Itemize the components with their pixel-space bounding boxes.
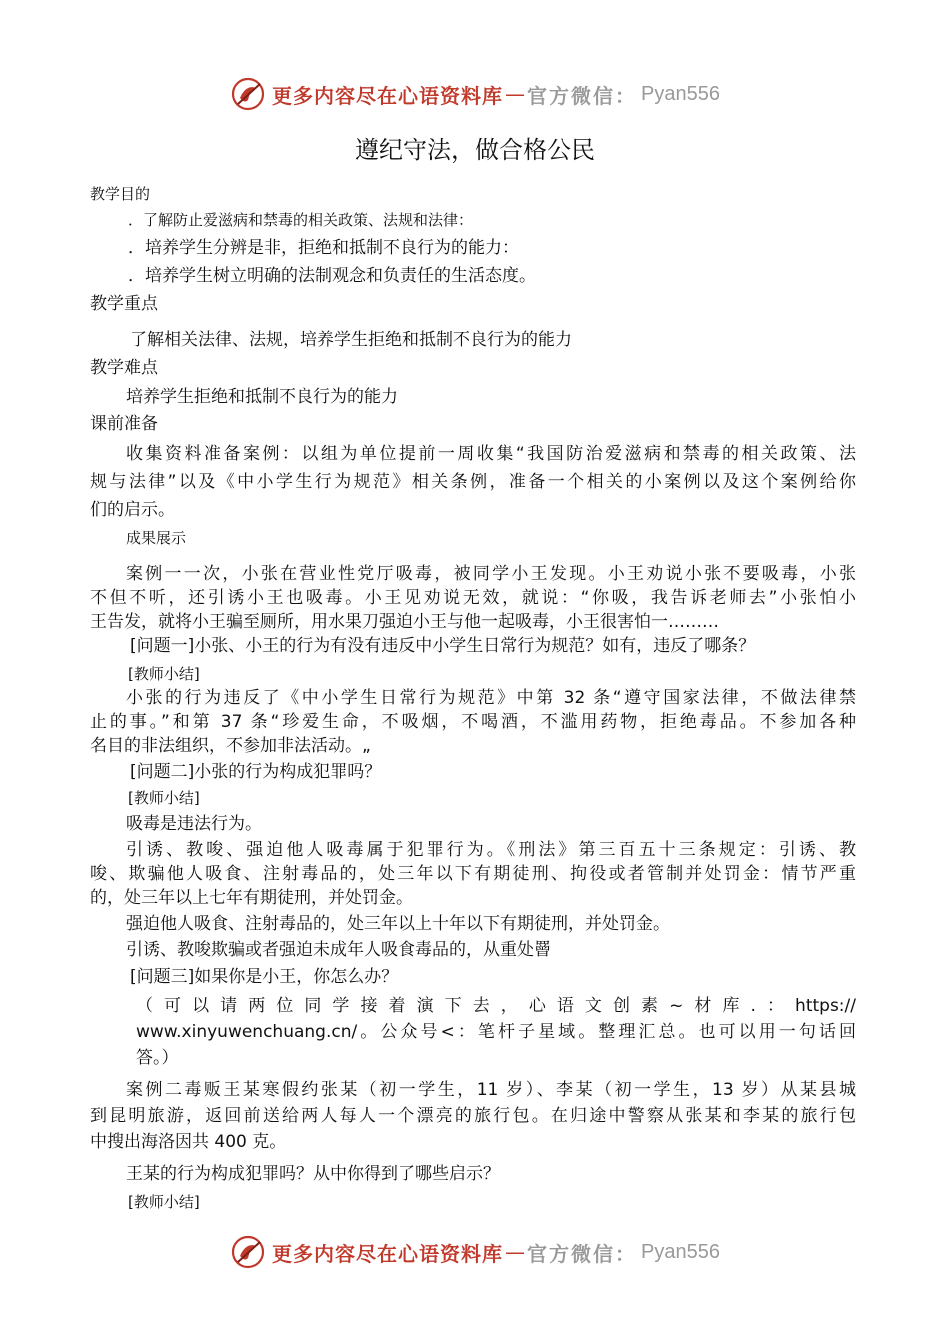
- question-one: [问题一]小张、小王的行为有没有违反中小学生日常行为规范？如有，违反了哪条？: [130, 636, 756, 656]
- paragraph-line: 小张的行为违反了《中小学生日常行为规范》中第 32 条“遵守国家法律，不做法律禁: [126, 688, 856, 708]
- paragraph-line: 的，处三年以上七年有期徒刑，并处罚金。: [90, 888, 413, 908]
- logo-icon: [230, 76, 266, 112]
- paragraph-line: （可以请两位同学接着演下去，心语文创素~材库.：https://: [136, 996, 856, 1016]
- paragraph-line: 收集资料准备案例：以组为单位提前一周收集“我国防治爱滋病和禁毒的相关政策、法: [126, 444, 856, 464]
- watermark-banner-top: [0, 74, 950, 114]
- paragraph-line: 不但不听，还引诱小王也吸毒。小王见劝说无效，就说：“你吸，我告诉老师去”小张怕小: [90, 588, 856, 608]
- heading-difficulties: 教学难点: [90, 358, 158, 378]
- banner-wechat: 官方微信：: [527, 83, 638, 108]
- objective-item: ．培养学生分辨是非，拒绝和抵制不良行为的能力：: [128, 238, 519, 258]
- paragraph-line: 案例一一次，小张在营业性党厅吸毒，被同学小王发现。小王劝说小张不要吸毒，小张: [126, 564, 856, 584]
- paragraph-line: 止的事。”和第 37 条“珍爱生命，不吸烟，不喝酒，不滥用药物，拒绝毒品。不参加各种: [90, 712, 856, 732]
- question-two: [问题二]小张的行为构成犯罪吗？: [130, 762, 382, 782]
- paragraph-line: 到昆明旅游，返回前送给两人每人一个漂亮的旅行包。在归途中警察从张某和李某的旅行包: [90, 1106, 856, 1126]
- paragraph-line: 案例二毒贩王某寒假约张某（初一学生，11 岁）、李某（初一学生，13 岁）从某县城: [126, 1080, 856, 1100]
- teacher-summary-label: [教师小结]: [128, 1193, 200, 1211]
- objective-item: ．培养学生树立明确的法制观念和负责任的生活态度。: [128, 266, 536, 286]
- logo-icon: [230, 1234, 266, 1270]
- paragraph-line: 王某的行为构成犯罪吗？从中你得到了哪些启示？: [126, 1164, 500, 1184]
- question-three: [问题三]如果你是小王，你怎么办？: [130, 967, 399, 987]
- teacher-summary-label: [教师小结]: [128, 789, 200, 807]
- paragraph-line: 中搜出海洛因共 400 克。: [90, 1132, 287, 1152]
- teacher-summary-label: [教师小结]: [128, 665, 200, 683]
- banner-dash: —: [505, 1240, 526, 1264]
- heading-preparation: 课前准备: [90, 414, 158, 434]
- objective-item: ．了解防止爱滋病和禁毒的相关政策、法规和法律：: [128, 211, 474, 229]
- banner-text: 更多内容尽在心语资料库: [272, 1241, 504, 1266]
- paragraph-line: 培养学生拒绝和抵制不良行为的能力: [126, 387, 398, 407]
- page-title: 遵纪守法，做合格公民: [355, 136, 595, 164]
- banner-dash: —: [505, 82, 526, 106]
- watermark-banner-bottom: [0, 1232, 950, 1272]
- banner-text: 更多内容尽在心语资料库: [272, 83, 504, 108]
- paragraph-line: 了解相关法律、法规，培养学生拒绝和抵制不良行为的能力: [130, 330, 572, 350]
- banner-id: Pyan556: [641, 1240, 720, 1263]
- heading-showcase: 成果展示: [126, 529, 187, 547]
- paragraph-line: 唆、欺骗他人吸食、注射毒品的，处三年以下有期徒刑、拘役或者管制并处罚金：情节严重: [90, 864, 856, 884]
- paragraph-line: www.xinyuwenchuang.cn/。公众号<：笔杆子星域。整理汇总。也可以用一句话回: [136, 1022, 856, 1042]
- paragraph-line: 王告发，就将小王骗至厕所，用水果刀强迫小王与他一起吸毒，小王很害怕一………: [90, 612, 719, 632]
- paragraph-line: 答。）: [136, 1048, 179, 1068]
- paragraph-line: 引诱、教唆欺骗或者强迫未成年人吸食毒品的，从重处罾: [126, 940, 551, 960]
- banner-id: Pyan556: [641, 82, 720, 105]
- heading-key-points: 教学重点: [90, 294, 158, 314]
- paragraph-line: 规与法律”以及《中小学生行为规范》相关条例，准备一个相关的小案例以及这个案例给你: [90, 472, 856, 492]
- paragraph-line: 吸毒是违法行为。: [126, 814, 262, 834]
- banner-wechat: 官方微信：: [527, 1241, 638, 1266]
- paragraph-line: 引诱、教唆、强迫他人吸毒属于犯罪行为。《刑法》第三百五十三条规定：引诱、教: [126, 840, 856, 860]
- paragraph-line: 强迫他人吸食、注射毒品的，处三年以上十年以下有期徒刑，并处罚金。: [126, 914, 670, 934]
- heading-objectives: 教学目的: [90, 185, 151, 203]
- paragraph-line: 们的启示。: [90, 500, 175, 520]
- paragraph-line: 名目的非法组织，不参加非法活动。„: [90, 736, 371, 756]
